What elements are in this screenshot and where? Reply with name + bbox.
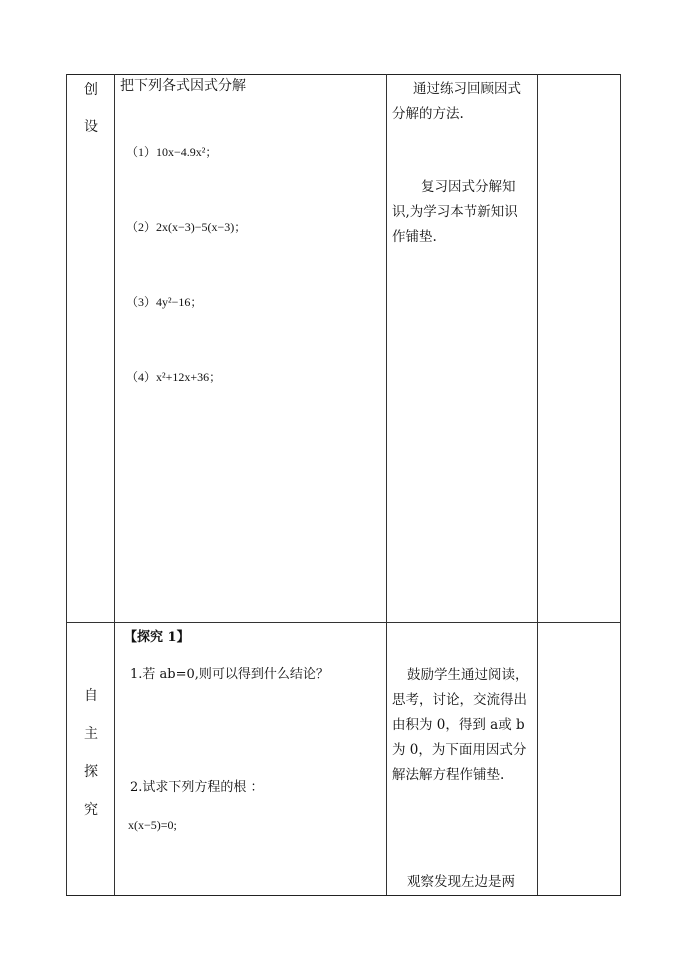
row1-label-char-2: 设 — [84, 119, 98, 135]
section1-note1-line2: 分解的方法. — [392, 106, 464, 122]
section1-title: 把下列各式因式分解 — [120, 78, 246, 94]
question-1: 1.若 ab=0,则可以得到什么结论？ — [130, 667, 329, 682]
section2-note-line2: 思考，讨论，交流得出 — [392, 692, 527, 708]
section2-note2: 观察发现左边是两 — [407, 874, 515, 890]
row2-label-char-1: 自 — [84, 688, 98, 704]
column-divider-label — [114, 74, 115, 895]
section2-note-line3: 由积为 0，得到 a或 b — [392, 717, 525, 733]
row2-label-char-4: 究 — [84, 802, 98, 818]
exercise-item-1: （1）10x−4.9x²； — [126, 145, 218, 159]
table-border-left — [66, 74, 67, 895]
equation: x(x−5)=0; — [128, 818, 177, 832]
column-divider-content — [386, 74, 387, 895]
question-2: 2.试求下列方程的根 ： — [130, 780, 264, 795]
section2-note-line1: 鼓励学生通过阅读， — [407, 667, 529, 683]
table-border-right — [620, 74, 621, 895]
row-divider — [66, 622, 621, 623]
exercise-item-4: （4）x²+12x+36； — [126, 370, 222, 384]
section2-note-line4: 为 0，为下面用因式分 — [392, 742, 527, 758]
section1-note2-line3: 作铺垫. — [392, 229, 437, 245]
row2-label-char-3: 探 — [84, 764, 98, 780]
section1-note1-line1: 通过练习回顾因式 — [413, 81, 521, 97]
section2-note-line5: 解法解方程作铺垫. — [392, 767, 505, 783]
row2-label-char-2: 主 — [84, 726, 98, 742]
section1-note2-line1: 复习因式分解知 — [421, 179, 516, 195]
exercise-item-3: （3）4y²−16； — [126, 295, 203, 309]
exploration-heading: 【探究 1】 — [124, 630, 190, 645]
exercise-item-2: （2）2x(x−3)−5(x−3)； — [126, 220, 247, 234]
row1-label-char-1: 创 — [84, 82, 98, 98]
section1-note2-line2: 识,为学习本节新知识 — [392, 204, 518, 220]
